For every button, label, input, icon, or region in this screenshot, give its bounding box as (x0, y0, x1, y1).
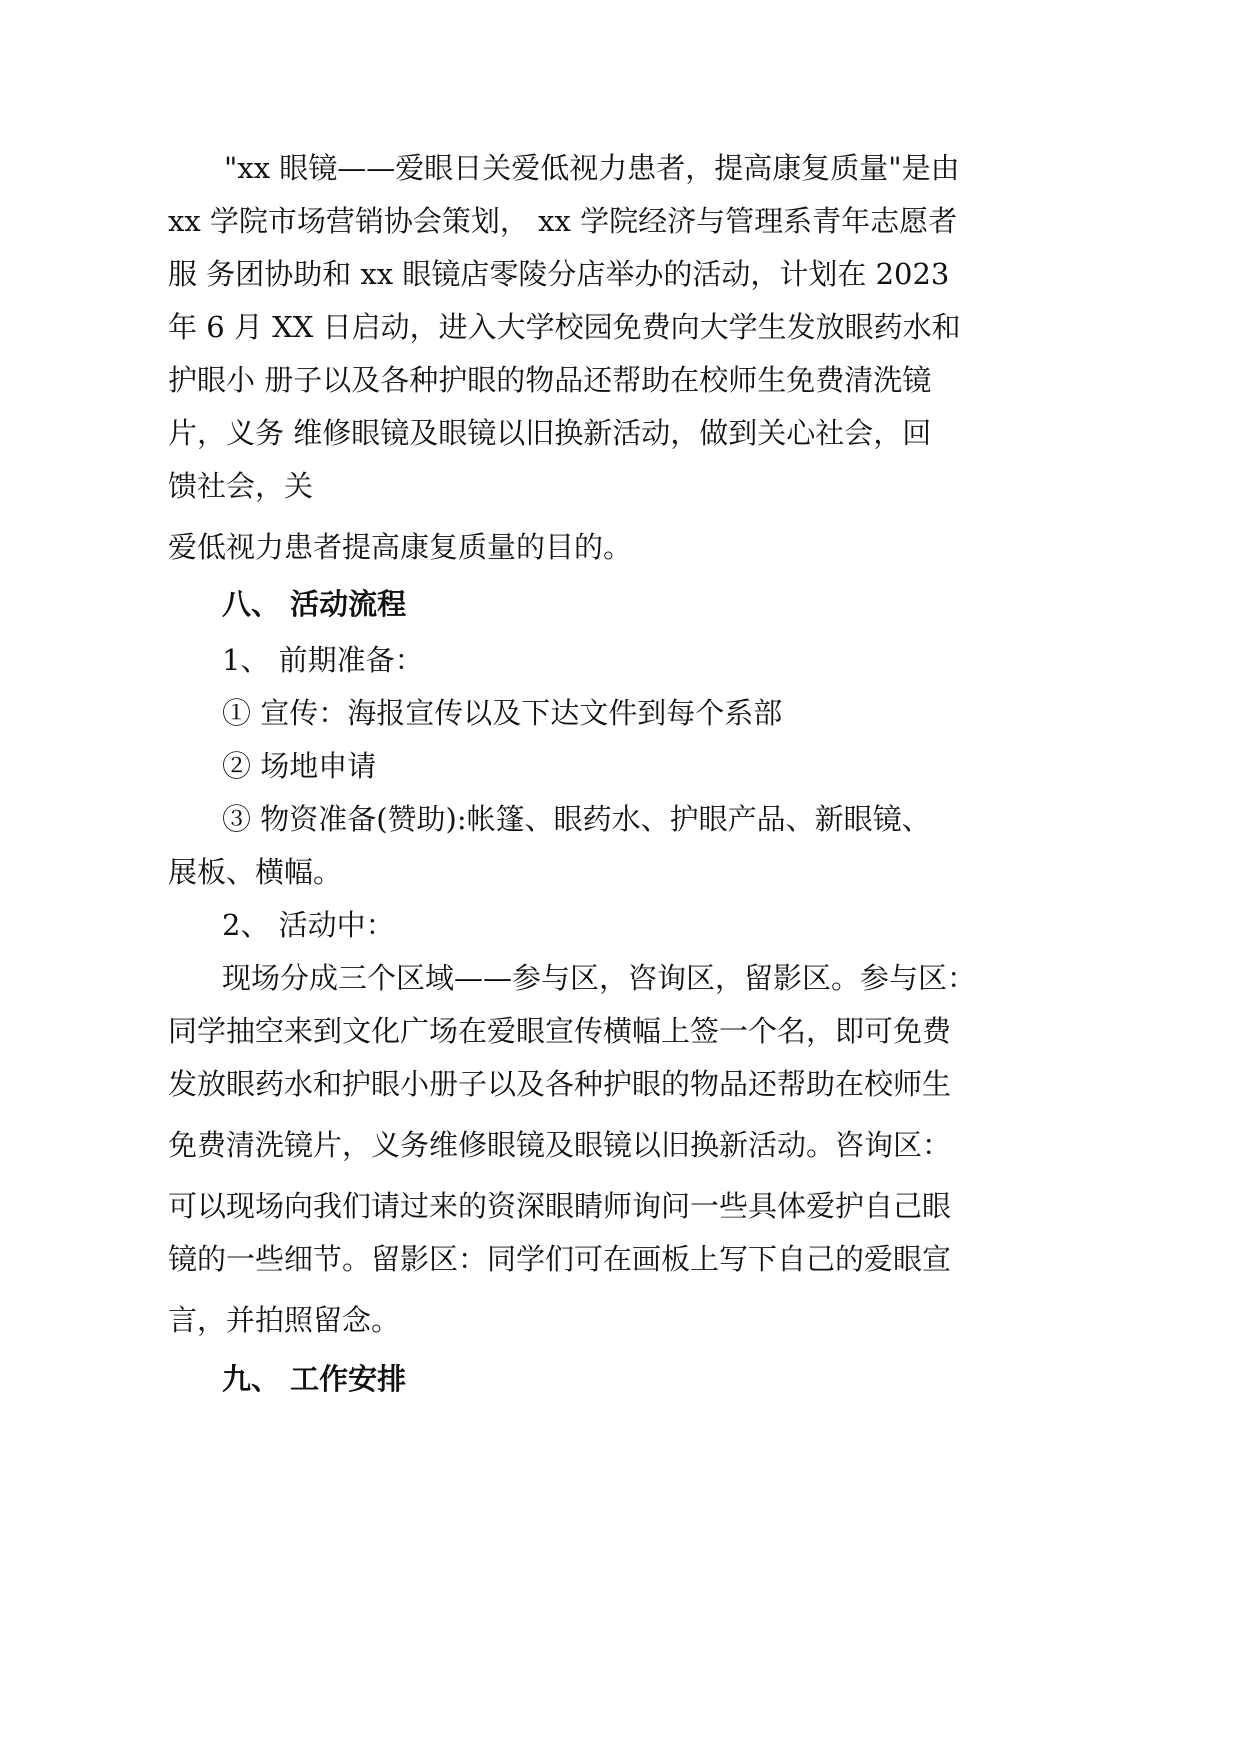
step2-line-6: 镜的一些细节。留影区：同学们可在画板上写下自己的爱眼宣 (168, 1242, 952, 1276)
intro-line-5: 护眼小 册子以及各种护眼的物品还帮助在校师生免费清洗镜 (168, 363, 932, 397)
intro-line-6: 片，义务 维修眼镜及眼镜以旧换新活动，做到关心社会，回 (168, 416, 932, 450)
step1-title: 1、 前期准备： (222, 643, 424, 677)
intro-line-4: 年 6 月 XX 日启动，进入大学校园免费向大学生发放眼药水和 (168, 310, 961, 344)
step1-item-3: ③ 物资准备(赞助):帐篷、眼药水、护眼产品、新眼镜、 (222, 802, 931, 836)
step2-line-5: 可以现场向我们请过来的资深眼睛师询问一些具体爱护自己眼 (168, 1189, 952, 1223)
step1-item-2: ② 场地申请 (222, 749, 377, 783)
step2-line-7: 言，并拍照留念。 (168, 1303, 401, 1337)
step2-line-3: 发放眼药水和护眼小册子以及各种护眼的物品还帮助在校师生 (168, 1067, 952, 1101)
step2-title: 2、 活动中： (222, 908, 395, 942)
section-8-heading: 八、 活动流程 (222, 587, 407, 621)
intro-line-3: 服 务团协助和 xx 眼镜店零陵分店举办的活动，计划在 2023 (168, 257, 950, 291)
step2-line-4: 免费清洗镜片，义务维修眼镜及眼镜以旧换新活动。咨询区： (168, 1128, 952, 1162)
intro-line-7: 馈社会，关 (168, 469, 314, 503)
section-9-heading: 九、 工作安排 (222, 1362, 407, 1396)
intro-line-1: "xx 眼镜——爱眼日关爱低视力患者，提高康复质量"是由 (224, 151, 960, 185)
step1-item-3-cont: 展板、横幅。 (168, 855, 343, 889)
intro-line-2: xx 学院市场营销协会策划， xx 学院经济与管理系青年志愿者 (168, 204, 958, 238)
step1-item-1: ① 宣传：海报宣传以及下达文件到每个系部 (222, 696, 783, 730)
step2-line-1: 现场分成三个区域——参与区，咨询区，留影区。参与区： (222, 961, 977, 995)
step2-line-2: 同学抽空来到文化广场在爱眼宣传横幅上签一个名，即可免费 (168, 1014, 952, 1048)
intro-line-8: 爱低视力患者提高康复质量的目的。 (168, 530, 633, 564)
